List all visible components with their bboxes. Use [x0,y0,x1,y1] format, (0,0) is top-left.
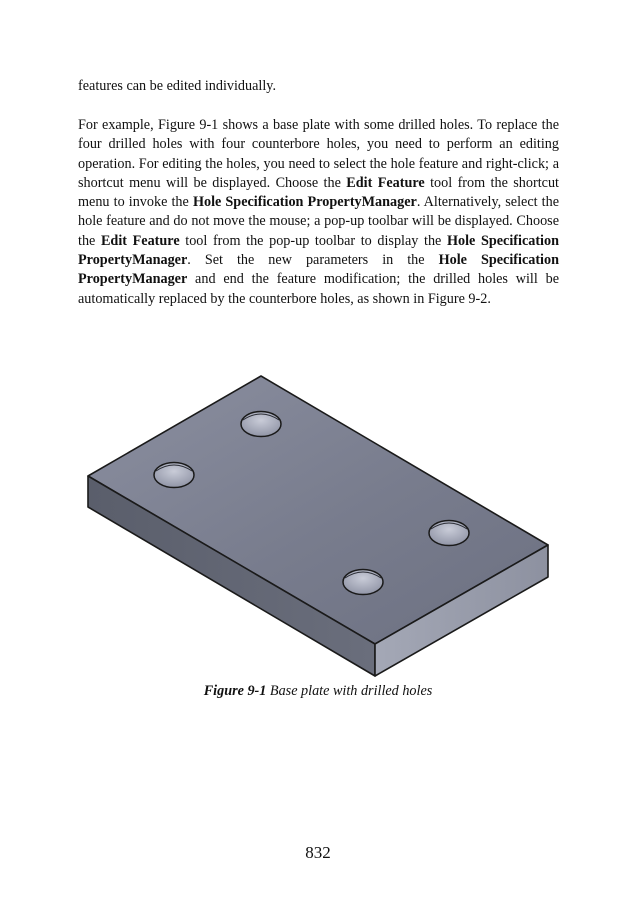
drilled-hole [429,521,469,546]
text-run: . Set the new parameters in the [187,252,439,269]
bold-term: Edit Feature [346,174,425,191]
drilled-hole [343,570,383,595]
caption-number: Figure 9-1 [203,683,267,699]
paragraph-intro [78,77,559,96]
paragraph-text: features can be edited individually. [78,78,277,94]
text-run: and end the feature modification; the drilled holes will be automatically replaced by the counterbore holes, as shown in Figure 9-2. [78,271,559,307]
paragraph-example [78,116,559,309]
text-run: For example, Figure 9-1 shows a base plate with some drilled holes. To replace the four drilled holes with four counterbore holes, you need to perform an editing operation. For editing the holes, you need to select the hole feature and right-click; a shortcut menu will be displayed. Choose the [78,117,559,191]
bold-term: Hole Specification PropertyManager [78,252,559,288]
bold-term: Edit Feature [100,232,180,249]
page-number: 832 [305,843,331,862]
base-plate-figure [82,372,554,678]
text-run: tool from the pop-up toolbar to display the [179,232,447,249]
bold-term: Hole Specification PropertyManager [192,194,417,211]
text-run: tool from the shortcut menu to invoke the [78,174,559,211]
drilled-hole [154,463,194,488]
bold-term: Hole Specification PropertyManager [78,232,559,269]
text-run: . Alternatively, select the hole feature and do not move the mouse; a pop-up toolbar will be displayed. Choose the [78,194,559,249]
figure-caption [0,683,636,700]
drilled-hole [241,412,281,437]
caption-text: Base plate with drilled holes [266,683,433,699]
